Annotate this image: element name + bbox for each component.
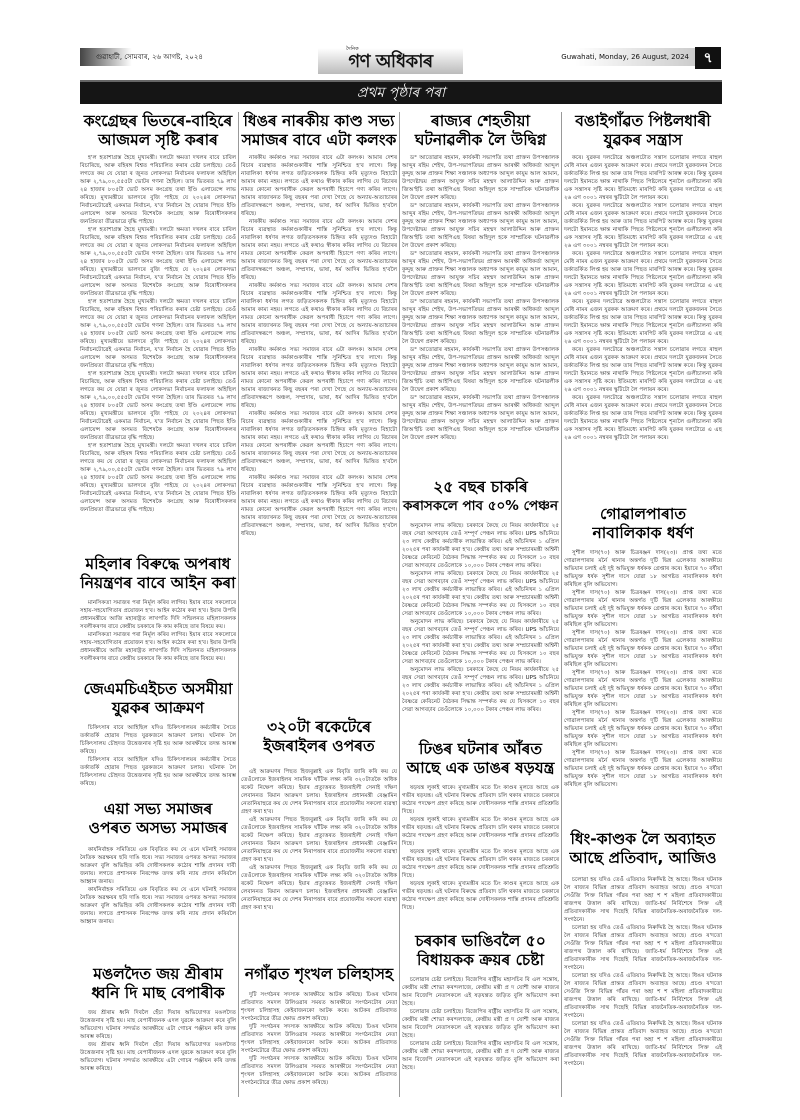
headline-line-2: ইজৰাইলৰ ওপৰত xyxy=(263,737,375,755)
headline-line-2: যুৱকৰ সন্ত্ৰাস xyxy=(603,131,683,149)
article-body xyxy=(241,154,397,538)
headline-line-2: ধ্বনি দি মাছ বেপাৰীক xyxy=(91,984,225,1002)
article-paragraph: চিকিৎসাৰ বাবে আহিছিল যদিও চিকিৎসালয়ৰ কৰ্মচাৰীৰ সৈতে তৰ্কাতৰ্কি হোৱাৰ পিছত যুৱকজনে আক্ৰমণ চলায়। ঘটনাক লৈ চিকিৎসালয় চৌহদত উত্তেজনাৰ সৃষ্টি হয় আৰু আৰক্ষীয়ে তদন্ত আৰম্ভ কৰিছে। xyxy=(80,725,236,755)
article-paragraph: অনুমোদন লাভ কৰিছে। চৰকাৰে কৈছে যে নিয়ম কাৰ্যকাৰীয়ে ২৫ বছৰ সেৱা আগবঢ়াৰ তেওঁ সম্পূৰ্ণ পেঞ্চন লাভ কৰিব। UPS আঁচনিয়ে ২৩ লাখ কেন্দ্ৰীয় কৰ্মচাৰীক লাভান্বিত কৰিব। এই আঁচনিখন ১ এপ্ৰিল ২০২৫ৰ পৰা কাৰ্যকৰী কৰা হ'ব। কেন্দ্ৰীয় তথ্য আৰু সম্প্ৰচাৰমন্ত্ৰী অশ্বিনী বৈষ্ণৱে কেবিনেট বৈঠকৰ সিদ্ধান্ত সম্পৰ্কত কয় যে যিসকলে ১০ বছৰ সেৱা আগবঢ়াব তেওঁলোকে ১০,০০০ টকাৰ পেঞ্চন লাভ কৰিব। xyxy=(402,523,559,569)
article xyxy=(80,800,236,926)
article-paragraph: হ'ল হতাশাগ্ৰস্ত হৈছে মুখ্যমন্ত্ৰী। দলটো ক্ষমতা দখলৰ বাবে চাবিল বিচাৰিছে, আৰু বহিৰঙ্গ বিশ্বত পৰিচালিত কৰাৰ চেষ্টা চলাইছে। তেওঁ লগতে কয় যে যোৱা ৰ জুনত লোকসভা নিৰ্বাচনৰ ফলাফল অহিছিল আৰু ২,৭৯,০০,৫৫৫টা ভোটৰ গণনা হৈছিল। তাৰ ভিতৰত ৭৯ লাখ ২৪ হাজাৰ ৮০৫টা ভোট অসম কংগ্ৰেছ তথা ইণ্ডি এলায়েন্সে লাভ কৰিছে। মুখ্যমন্ত্ৰীয়ে ভালদৰে বুজি পাইছে যে ২০২৪ৰ লোকসভা নিৰ্বাচনটোৱেই একমাত্ৰ নিৰ্বাচন, য'ত নিৰ্বাচন হৈ যোৱাৰ পিছত ইণ্ডি এলায়েন্স আৰু অসমত বিশেষকৈ কংগ্ৰেছ আৰু বিৰোধীসকলৰ জনপ্ৰিয়তা তীব্ৰভাৱে বৃদ্ধি পাইছে। xyxy=(80,299,236,369)
article-paragraph: চলোৱা হয় যদিও তেওঁ এতিয়াও নিৰুদ্দিষ্ট হৈ আছে। ধিঙৰ ঘটনাক লৈ ৰাজ্যৰ বিভিন্ন প্ৰান্তত প্ৰতিবাদ অব্যাহত আছে। প্ৰচণ্ড ৰ'দতো সেওঁজি সিক্ত বিভিন্ন গাঁৱৰ পৰা অহা শ শ মহিলা প্ৰতিবাদকাৰীয়ে ৰাজপথ উত্তাল কৰি ৰাখিছে। জাতি-ধৰ্ম নিৰ্বিশেষে সিক্ত এই প্ৰতিবাদকাৰীক সাথ দিছেহি বিভিন্ন ৰাজনৈতিক-অৰাজনৈতিক দল-সংগঠনে। xyxy=(564,925,722,971)
column-divider xyxy=(238,112,239,1097)
article-body xyxy=(80,1009,236,1073)
article-paragraph: কাৰ্যনিৰ্বাহক সমিতিয়ে এক বিবৃতিত কয় যে এনে ঘটনাই সমাজৰ নৈতিক অৱক্ষয়ৰ ছবি দাঙি ধৰে। সভ্য সমাজৰ ওপৰত অসভ্য সমাজৰ আক্ৰমণ বুলি অভিহিত কৰি দোষীসকলক কঠোৰ শাস্তি প্ৰদানৰ দাবী জনায়। লগতে প্ৰশাসনক নিৰপেক্ষ তদন্ত কৰি ন্যায় প্ৰদান কৰিবলৈ আহ্বান জনায়। xyxy=(80,847,236,885)
article-headline xyxy=(564,112,722,152)
article-paragraph: কৰে। যুৱকৰ দলটোৱে অঞ্চলটোত সন্ত্ৰাস চলোৱাৰ লগতে ৰাহুল মেধি নামৰ এজন যুৱকক আক্ৰমণ কৰে। প্ৰথমে দলটো যুৱকজনৰ সৈতে তৰ্কাতৰ্কিত লিপ্ত হয় আৰু তাৰ পিছত মাৰপিট আৰম্ভ কৰে। কিন্তু যুৱকৰ দলটো ইমানতে ক্ষান্ত নাথাকি পিছত পিষ্টলেৰে শূন্যলৈ গুলীচালনা কৰি এক সন্ত্ৰাসৰ সৃষ্টি কৰে। ইতিমধ্যে মাৰপিট কৰি যুৱকৰ দলটোৱে এ এছ ২৬ এগ ৩০০১ নম্বৰৰ স্কুটিটো লৈ পলায়ন কৰে। xyxy=(564,251,722,297)
article-body xyxy=(80,599,236,663)
article-paragraph: সুশীল দাস(৭০) আৰু চিত্ৰৰঞ্জন দাস(২৩)। প্ৰাপ্ত তথ্য মতে গোৱালপাৰাৰ মৰ্নৈ থানাৰ অন্তৰ্গত দুটি ভিন্ন এলেকাত আৰক্ষীয়ে অভিযান চলাই এই দুই অভিযুক্ত ধৰ্ষকক গ্ৰেপ্তাৰ কৰে। ইয়াৰে ৭০ বৰ্ষীয়া অভিযুক্ত ধৰ্ষক সুশীল দাসে যোৱা ১৮ আগষ্টত নাবালিকাক ধৰ্ষণ কৰিছিল বুলি অভিযোগ। xyxy=(564,630,722,668)
article xyxy=(241,718,397,912)
article-body xyxy=(402,522,559,714)
headline-line-1: ৩২০টা ৰকেটেৰে xyxy=(266,718,371,736)
article-headline xyxy=(80,112,236,152)
article-paragraph: সুশীল দাস(৭০) আৰু চিত্ৰৰঞ্জন দাস(২৩)। প্ৰাপ্ত তথ্য মতে গোৱালপাৰাৰ মৰ্নৈ থানাৰ অন্তৰ্গত দুটি ভিন্ন এলেকাত আৰক্ষীয়ে অভিযান চলাই এই দুই অভিযুক্ত ধৰ্ষকক গ্ৰেপ্তাৰ কৰে। ইয়াৰে ৭০ বৰ্ষীয়া অভিযুক্ত ধৰ্ষক সুশীল দাসে যোৱা ১৮ আগষ্টত নাবালিকাক ধৰ্ষণ কৰিছিল বুলি অভিযোগ। xyxy=(564,670,722,708)
article-paragraph: এই আক্ৰমণৰ পিছত হিজবুল্লাই এক বিবৃতি জাৰি কৰি কয় যে তেওঁলোকে ইজৰাইলৰ সামৰিক ঘাঁটিক লক্ষ্য কৰি ৩২০টাতকৈ অধিক ৰকেট নিক্ষেপ কৰিছে। ইয়াৰ প্ৰত্যুত্তৰত ইজৰাইলী সেনাই দক্ষিণ লেবাননত বিমান আক্ৰমণ চলায়। ইজৰাইলৰ প্ৰধানমন্ত্ৰী বেঞ্জামিন নেতানিয়াহুৱে কয় যে দেশৰ নিৰাপত্তাৰ বাবে প্ৰয়োজনীয় সকলো ব্যৱস্থা গ্ৰহণ কৰা হ'ব। xyxy=(241,769,397,815)
headline-line-2: সমাজৰ বাবে এটা কলংক xyxy=(241,131,397,149)
article-paragraph: দুটি সংগঠনৰ সদস্যক আৰক্ষীয়ে আটক কৰিছে। ঢিঙৰ ঘটনাৰ প্ৰতিবাদত সমদল উলিওৱাৰ সময়ত আৰক্ষীয়ে সংগঠনটোৰ নেতা শৃংখল চলিহাসহ কেইবাজনকো আটক কৰে। আটকৰ প্ৰতিবাদত সংগঠনটোৱে তীব্ৰ ক্ষোভ প্ৰকাশ কৰিছে। xyxy=(241,1024,397,1054)
article xyxy=(564,830,722,1068)
article xyxy=(564,112,722,442)
article-paragraph: ড° আতোৱাৰ ৰহমান, কাৰ্যকৰী সভাপতি তথা প্ৰাক্তন উপসঞ্চালক আব্দুৰ ৰহিম শেইখ, উপ-সভাপতিদ্বয় প্ৰাক্তন আৰক্ষী অধিকৰ্তা আব্দুল কুদ্দুছ আৰু প্ৰাক্তন শিক্ষা সঞ্চালক অধ্যাপক আব্দুল কায়ুম আল আমান, উপদেষ্টাদ্বয় প্ৰাক্তন আযুক্ত সচিব মহম্মদ আলাউদ্দিন আৰু প্ৰাক্তন জিঅ'ইচি তথা আইপিএছ বিষয়া অহিদুল হকে সাম্প্ৰতিক ঘটনাৱলীক লৈ উদ্বেগ প্ৰকাশ কৰিছে। xyxy=(402,203,559,249)
article-paragraph: কৰে। যুৱকৰ দলটোৱে অঞ্চলটোত সন্ত্ৰাস চলোৱাৰ লগতে ৰাহুল মেধি নামৰ এজন যুৱকক আক্ৰমণ কৰে। প্ৰথমে দলটো যুৱকজনৰ সৈতে তৰ্কাতৰ্কিত লিপ্ত হয় আৰু তাৰ পিছত মাৰপিট আৰম্ভ কৰে। কিন্তু যুৱকৰ দলটো ইমানতে ক্ষান্ত নাথাকি পিছত পিষ্টলেৰে শূন্যলৈ গুলীচালনা কৰি এক সন্ত্ৰাসৰ সৃষ্টি কৰে। ইতিমধ্যে মাৰপিট কৰি যুৱকৰ দলটোৱে এ এছ ২৬ এগ ৩০০১ নম্বৰৰ স্কুটিটো লৈ পলায়ন কৰে। xyxy=(564,155,722,201)
article-paragraph: হ'ল হতাশাগ্ৰস্ত হৈছে মুখ্যমন্ত্ৰী। দলটো ক্ষমতা দখলৰ বাবে চাবিল বিচাৰিছে, আৰু বহিৰঙ্গ বিশ্বত পৰিচালিত কৰাৰ চেষ্টা চলাইছে। তেওঁ লগতে কয় যে যোৱা ৰ জুনত লোকসভা নিৰ্বাচনৰ ফলাফল অহিছিল আৰু ২,৭৯,০০,৫৫৫টা ভোটৰ গণনা হৈছিল। তাৰ ভিতৰত ৭৯ লাখ ২৪ হাজাৰ ৮০৫টা ভোট অসম কংগ্ৰেছ তথা ইণ্ডি এলায়েন্সে লাভ কৰিছে। মুখ্যমন্ত্ৰীয়ে ভালদৰে বুজি পাইছে যে ২০২৪ৰ লোকসভা নিৰ্বাচনটোৱেই একমাত্ৰ নিৰ্বাচন, য'ত নিৰ্বাচন হৈ যোৱাৰ পিছত ইণ্ডি এলায়েন্স আৰু অসমত বিশেষকৈ কংগ্ৰেছ আৰু বিৰোধীসকলৰ জনপ্ৰিয়তা তীব্ৰভাৱে বৃদ্ধি পাইছে। xyxy=(80,155,236,225)
article-paragraph: মানসিকতা সমাজৰ পৰা নিৰ্মূল কৰিব লাগিব। ইয়াৰ বাবে সকলোৰে সহায়-সহযোগিতাৰ প্ৰয়োজন হ'ব। আইন কঠোৰ কৰা হ'ব। ইয়াৰ উপৰি প্ৰধানমন্ত্ৰীয়ে আজি মহাৰাষ্ট্ৰত লাখপতি দিদি সন্মিলনত মহিলাসকলক সবলীকৰণৰ বাবে কেন্দ্ৰীয় চৰকাৰে কি কাম কৰিছে তাৰ বিষয়ে কয়। xyxy=(80,600,236,630)
headline-line-2: আছে প্ৰতিবাদ, আজিও xyxy=(569,849,717,867)
article-headline xyxy=(402,478,559,520)
article-paragraph: হ'ল হতাশাগ্ৰস্ত হৈছে মুখ্যমন্ত্ৰী। দলটো ক্ষমতা দখলৰ বাবে চাবিল বিচাৰিছে, আৰু বহিৰঙ্গ বিশ্বত পৰিচালিত কৰাৰ চেষ্টা চলাইছে। তেওঁ লগতে কয় যে যোৱা ৰ জুনত লোকসভা নিৰ্বাচনৰ ফলাফল অহিছিল আৰু ২,৭৯,০০,৫৫৫টা ভোটৰ গণনা হৈছিল। তাৰ ভিতৰত ৭৯ লাখ ২৪ হাজাৰ ৮০৫টা ভোট অসম কংগ্ৰেছ তথা ইণ্ডি এলায়েন্সে লাভ কৰিছে। মুখ্যমন্ত্ৰীয়ে ভালদৰে বুজি পাইছে যে ২০২৪ৰ লোকসভা নিৰ্বাচনটোৱেই একমাত্ৰ নিৰ্বাচন, য'ত নিৰ্বাচন হৈ যোৱাৰ পিছত ইণ্ডি এলায়েন্স আৰু অসমত বিশেষকৈ কংগ্ৰেছ আৰু বিৰোধীসকলৰ জনপ্ৰিয়তা তীব্ৰভাৱে বৃদ্ধি পাইছে। xyxy=(80,227,236,297)
logo-main-text: গণ অধিকাৰ xyxy=(348,51,433,72)
article-headline xyxy=(564,505,722,547)
article xyxy=(402,932,559,1072)
article-paragraph: চলোৱা হয় যদিও তেওঁ এতিয়াও নিৰুদ্দিষ্ট হৈ আছে। ধিঙৰ ঘটনাক লৈ ৰাজ্যৰ বিভিন্ন প্ৰান্তত প্ৰতিবাদ অব্যাহত আছে। প্ৰচণ্ড ৰ'দতো সেওঁজি সিক্ত বিভিন্ন গাঁৱৰ পৰা অহা শ শ মহিলা প্ৰতিবাদকাৰীয়ে ৰাজপথ উত্তাল কৰি ৰাখিছে। জাতি-ধৰ্ম নিৰ্বিশেষে সিক্ত এই প্ৰতিবাদকাৰীক সাথ দিছেহি বিভিন্ন ৰাজনৈতিক-অৰাজনৈতিক দল-সংগঠনে। xyxy=(564,877,722,923)
article-paragraph: ষড়যন্ত্ৰ লুকাই থাকে। মুখ্যমন্ত্ৰীৰ মতে ঢিং কাণ্ডৰ মূলতে আছে এক গভীৰ ষড়যন্ত্ৰ। এই ঘটনাৰ বিৰুদ্ধে প্ৰতিবাদ চলি থকাৰ মাজতে চৰকাৰে কঠোৰ পদক্ষেপ গ্ৰহণ কৰিছে আৰু দোষীসকলক শাস্তি প্ৰদানৰ প্ৰতিশ্ৰুতি দিছে। xyxy=(402,817,559,847)
article-headline xyxy=(80,965,236,1007)
article xyxy=(80,555,236,663)
article-paragraph: চলোৱা হয় যদিও তেওঁ এতিয়াও নিৰুদ্দিষ্ট হৈ আছে। ধিঙৰ ঘটনাক লৈ ৰাজ্যৰ বিভিন্ন প্ৰান্তত প্ৰতিবাদ অব্যাহত আছে। প্ৰচণ্ড ৰ'দতো সেওঁজি সিক্ত বিভিন্ন গাঁৱৰ পৰা অহা শ শ মহিলা প্ৰতিবাদকাৰীয়ে ৰাজপথ উত্তাল কৰি ৰাখিছে। জাতি-ধৰ্ম নিৰ্বিশেষে সিক্ত এই প্ৰতিবাদকাৰীক সাথ দিছেহি বিভিন্ন ৰাজনৈতিক-অৰাজনৈতিক দল-সংগঠনে। xyxy=(564,1021,722,1067)
headline-line-1: জেএমচিএইচত অসমীয়া xyxy=(83,680,233,698)
article xyxy=(241,965,397,1087)
column-divider xyxy=(561,112,562,1097)
article xyxy=(402,112,559,442)
article-paragraph: নাৰকীয় কৰ্মকাণ্ড সভ্য সমাজৰ বাবে এটা কলংক। আমাৰ দেশৰ বিচাৰ ব্যৱস্থাত কৰ্মকাণ্ডকাৰীৰ শাস্তি সুনিশ্চিত হ'ব লাগে। কিন্তু নাবালিকা ধৰ্ষণৰ লগত জড়িতসকলক চিহ্নিত কৰি মৃত্যুদণ্ড বিহাটো আমাৰ কাম্য নহয়। লগতে এই কথাও স্বীকাৰ কৰিব লাগিব যে বিচাৰৰ নামত কোনো অপৰাধীক কেৱল অপৰাধী হিচাপে গণ্য কৰিব লাগে। আমাৰ ৰাজ্যখনত কিছু বছৰৰ পৰা দেখা গৈছে যে অন্যায়-অত্যাচাৰৰ প্ৰতিবাদস্বৰূপে অঞ্চল, সম্প্ৰদায়, ভাষা, ধৰ্ম আদিৰ ভিত্তিত হ'বলৈ ধৰিছে। xyxy=(241,411,397,473)
article-paragraph: চলোৱাৰ চেষ্টা চলাইছে। বিজেপিৰ ৰাষ্ট্ৰীয় মহাসচিব বি এল সন্তোষ, কেন্দ্ৰীয় মন্ত্ৰী শোভা কৰন্দলাজে, কেন্দ্ৰীয় মন্ত্ৰী প্ৰ দ যোশী আৰু ৰাজ্যৰ আন বিজেপি নেতাসকলে এই ষড়যন্ত্ৰত জড়িত বুলি অভিযোগ কৰা হৈছে। xyxy=(402,1009,559,1039)
headline-line-1: মহিলাৰ বিৰুদ্ধে অপৰাধ xyxy=(85,555,231,573)
article-paragraph: দুটি সংগঠনৰ সদস্যক আৰক্ষীয়ে আটক কৰিছে। ঢিঙৰ ঘটনাৰ প্ৰতিবাদত সমদল উলিওৱাৰ সময়ত আৰক্ষীয়ে সংগঠনটোৰ নেতা শৃংখল চলিহাসহ কেইবাজনকো আটক কৰে। আটকৰ প্ৰতিবাদত সংগঠনটোৱে তীব্ৰ ক্ষোভ প্ৰকাশ কৰিছে। xyxy=(241,1056,397,1086)
headline-line-1: ২৫ বছৰ চাকৰি xyxy=(433,478,528,496)
article-paragraph: হ'ল হতাশাগ্ৰস্ত হৈছে মুখ্যমন্ত্ৰী। দলটো ক্ষমতা দখলৰ বাবে চাবিল বিচাৰিছে, আৰু বহিৰঙ্গ বিশ্বত পৰিচালিত কৰাৰ চেষ্টা চলাইছে। তেওঁ লগতে কয় যে যোৱা ৰ জুনত লোকসভা নিৰ্বাচনৰ ফলাফল অহিছিল আৰু ২,৭৯,০০,৫৫৫টা ভোটৰ গণনা হৈছিল। তাৰ ভিতৰত ৭৯ লাখ ২৪ হাজাৰ ৮০৫টা ভোট অসম কংগ্ৰেছ তথা ইণ্ডি এলায়েন্সে লাভ কৰিছে। মুখ্যমন্ত্ৰীয়ে ভালদৰে বুজি পাইছে যে ২০২৪ৰ লোকসভা নিৰ্বাচনটোৱেই একমাত্ৰ নিৰ্বাচন, য'ত নিৰ্বাচন হৈ যোৱাৰ পিছত ইণ্ডি এলায়েন্স আৰু অসমত বিশেষকৈ কংগ্ৰেছ আৰু বিৰোধীসকলৰ জনপ্ৰিয়তা তীব্ৰভাৱে বৃদ্ধি পাইছে। xyxy=(80,443,236,513)
date-english: Guwahati, Monday, 26 August, 2024 xyxy=(545,48,695,66)
article-body xyxy=(402,154,559,442)
article-paragraph: কৰে। যুৱকৰ দলটোৱে অঞ্চলটোত সন্ত্ৰাস চলোৱাৰ লগতে ৰাহুল মেধি নামৰ এজন যুৱকক আক্ৰমণ কৰে। প্ৰথমে দলটো যুৱকজনৰ সৈতে তৰ্কাতৰ্কিত লিপ্ত হয় আৰু তাৰ পিছত মাৰপিট আৰম্ভ কৰে। কিন্তু যুৱকৰ দলটো ইমানতে ক্ষান্ত নাথাকি পিছত পিষ্টলেৰে শূন্যলৈ গুলীচালনা কৰি এক সন্ত্ৰাসৰ সৃষ্টি কৰে। ইতিমধ্যে মাৰপিট কৰি যুৱকৰ দলটোৱে এ এছ ২৬ এগ ৩০০১ নম্বৰৰ স্কুটিটো লৈ পলায়ন কৰে। xyxy=(564,347,722,393)
headline-line-2: নাবালিকাক ধৰ্ষণ xyxy=(592,524,694,542)
article-headline xyxy=(80,555,236,597)
headline-line-2: আজমল সৃষ্টি কৰাৰ xyxy=(98,131,218,149)
article-body xyxy=(564,154,722,442)
headline-line-2: নিয়ন্ত্ৰণৰ বাবে আইন কৰা xyxy=(80,574,236,592)
article-paragraph: অনুমোদন লাভ কৰিছে। চৰকাৰে কৈছে যে নিয়ম কাৰ্যকাৰীয়ে ২৫ বছৰ সেৱা আগবঢ়াৰ তেওঁ সম্পূৰ্ণ পেঞ্চন লাভ কৰিব। UPS আঁচনিয়ে ২৩ লাখ কেন্দ্ৰীয় কৰ্মচাৰীক লাভান্বিত কৰিব। এই আঁচনিখন ১ এপ্ৰিল ২০২৫ৰ পৰা কাৰ্যকৰী কৰা হ'ব। কেন্দ্ৰীয় তথ্য আৰু সম্প্ৰচাৰমন্ত্ৰী অশ্বিনী বৈষ্ণৱে কেবিনেট বৈঠকৰ সিদ্ধান্ত সম্পৰ্কত কয় যে যিসকলে ১০ বছৰ সেৱা আগবঢ়াব তেওঁলোকে ১০,০০০ টকাৰ পেঞ্চন লাভ কৰিব। xyxy=(402,619,559,665)
article-body xyxy=(80,846,236,926)
article-body xyxy=(241,768,397,912)
article-paragraph: সুশীল দাস(৭০) আৰু চিত্ৰৰঞ্জন দাস(২৩)। প্ৰাপ্ত তথ্য মতে গোৱালপাৰাৰ মৰ্নৈ থানাৰ অন্তৰ্গত দুটি ভিন্ন এলেকাত আৰক্ষীয়ে অভিযান চলাই এই দুই অভিযুক্ত ধৰ্ষকক গ্ৰেপ্তাৰ কৰে। ইয়াৰে ৭০ বৰ্ষীয়া অভিযুক্ত ধৰ্ষক সুশীল দাসে যোৱা ১৮ আগষ্টত নাবালিকাক ধৰ্ষণ কৰিছিল বুলি অভিযোগ। xyxy=(564,710,722,748)
article-paragraph: কাৰ্যনিৰ্বাহক সমিতিয়ে এক বিবৃতিত কয় যে এনে ঘটনাই সমাজৰ নৈতিক অৱক্ষয়ৰ ছবি দাঙি ধৰে। সভ্য সমাজৰ ওপৰত অসভ্য সমাজৰ আক্ৰমণ বুলি অভিহিত কৰি দোষীসকলক কঠোৰ শাস্তি প্ৰদানৰ দাবী জনায়। লগতে প্ৰশাসনক নিৰপেক্ষ তদন্ত কৰি ন্যায় প্ৰদান কৰিবলৈ আহ্বান জনায়। xyxy=(80,887,236,925)
article-paragraph: ড° আতোৱাৰ ৰহমান, কাৰ্যকৰী সভাপতি তথা প্ৰাক্তন উপসঞ্চালক আব্দুৰ ৰহিম শেইখ, উপ-সভাপতিদ্বয় প্ৰাক্তন আৰক্ষী অধিকৰ্তা আব্দুল কুদ্দুছ আৰু প্ৰাক্তন শিক্ষা সঞ্চালক অধ্যাপক আব্দুল কায়ুম আল আমান, উপদেষ্টাদ্বয় প্ৰাক্তন আযুক্ত সচিব মহম্মদ আলাউদ্দিন আৰু প্ৰাক্তন জিঅ'ইচি তথা আইপিএছ বিষয়া অহিদুল হকে সাম্প্ৰতিক ঘটনাৱলীক লৈ উদ্বেগ প্ৰকাশ কৰিছে। xyxy=(402,347,559,393)
article-headline xyxy=(564,830,722,874)
article-paragraph: নাৰকীয় কৰ্মকাণ্ড সভ্য সমাজৰ বাবে এটা কলংক। আমাৰ দেশৰ বিচাৰ ব্যৱস্থাত কৰ্মকাণ্ডকাৰীৰ শাস্তি সুনিশ্চিত হ'ব লাগে। কিন্তু নাবালিকা ধৰ্ষণৰ লগত জড়িতসকলক চিহ্নিত কৰি মৃত্যুদণ্ড বিহাটো আমাৰ কাম্য নহয়। লগতে এই কথাও স্বীকাৰ কৰিব লাগিব যে বিচাৰৰ নামত কোনো অপৰাধীক কেৱল অপৰাধী হিচাপে গণ্য কৰিব লাগে। আমাৰ ৰাজ্যখনত কিছু বছৰৰ পৰা দেখা গৈছে যে অন্যায়-অত্যাচাৰৰ প্ৰতিবাদস্বৰূপে অঞ্চল, সম্প্ৰদায়, ভাষা, ধৰ্ম আদিৰ ভিত্তিত হ'বলৈ ধৰিছে। xyxy=(241,347,397,409)
article xyxy=(402,740,559,912)
article-headline xyxy=(80,800,236,844)
article-body xyxy=(80,154,236,514)
article-paragraph: হ'ল হতাশাগ্ৰস্ত হৈছে মুখ্যমন্ত্ৰী। দলটো ক্ষমতা দখলৰ বাবে চাবিল বিচাৰিছে, আৰু বহিৰঙ্গ বিশ্বত পৰিচালিত কৰাৰ চেষ্টা চলাইছে। তেওঁ লগতে কয় যে যোৱা ৰ জুনত লোকসভা নিৰ্বাচনৰ ফলাফল অহিছিল আৰু ২,৭৯,০০,৫৫৫টা ভোটৰ গণনা হৈছিল। তাৰ ভিতৰত ৭৯ লাখ ২৪ হাজাৰ ৮০৫টা ভোট অসম কংগ্ৰেছ তথা ইণ্ডি এলায়েন্সে লাভ কৰিছে। মুখ্যমন্ত্ৰীয়ে ভালদৰে বুজি পাইছে যে ২০২৪ৰ লোকসভা নিৰ্বাচনটোৱেই একমাত্ৰ নিৰ্বাচন, য'ত নিৰ্বাচন হৈ যোৱাৰ পিছত ইণ্ডি এলায়েন্স আৰু অসমত বিশেষকৈ কংগ্ৰেছ আৰু বিৰোধীসকলৰ জনপ্ৰিয়তা তীব্ৰভাৱে বৃদ্ধি পাইছে। xyxy=(80,371,236,441)
article-body xyxy=(564,876,722,1068)
headline-line-1: ধিং-কাণ্ডক লৈ অব্যাহত xyxy=(570,830,716,848)
headline-line-2: বিধায়কক ক্ৰয়ৰ চেষ্টা xyxy=(416,951,545,969)
article-paragraph: ড° আতোৱাৰ ৰহমান, কাৰ্যকৰী সভাপতি তথা প্ৰাক্তন উপসঞ্চালক আব্দুৰ ৰহিম শেইখ, উপ-সভাপতিদ্বয় প্ৰাক্তন আৰক্ষী অধিকৰ্তা আব্দুল কুদ্দুছ আৰু প্ৰাক্তন শিক্ষা সঞ্চালক অধ্যাপক আব্দুল কায়ুম আল আমান, উপদেষ্টাদ্বয় প্ৰাক্তন আযুক্ত সচিব মহম্মদ আলাউদ্দিন আৰু প্ৰাক্তন জিঅ'ইচি তথা আইপিএছ বিষয়া অহিদুল হকে সাম্প্ৰতিক ঘটনাৱলীক লৈ উদ্বেগ প্ৰকাশ কৰিছে। xyxy=(402,395,559,441)
article-paragraph: কৰে। যুৱকৰ দলটোৱে অঞ্চলটোত সন্ত্ৰাস চলোৱাৰ লগতে ৰাহুল মেধি নামৰ এজন যুৱকক আক্ৰমণ কৰে। প্ৰথমে দলটো যুৱকজনৰ সৈতে তৰ্কাতৰ্কিত লিপ্ত হয় আৰু তাৰ পিছত মাৰপিট আৰম্ভ কৰে। কিন্তু যুৱকৰ দলটো ইমানতে ক্ষান্ত নাথাকি পিছত পিষ্টলেৰে শূন্যলৈ গুলীচালনা কৰি এক সন্ত্ৰাসৰ সৃষ্টি কৰে। ইতিমধ্যে মাৰপিট কৰি যুৱকৰ দলটোৱে এ এছ ২৬ এগ ৩০০১ নম্বৰৰ স্কুটিটো লৈ পলায়ন কৰে। xyxy=(564,203,722,249)
headline-line-2: ঘটনাৱলীক লৈ উদ্বিগ্ন xyxy=(414,131,547,149)
article-paragraph: ড° আতোৱাৰ ৰহমান, কাৰ্যকৰী সভাপতি তথা প্ৰাক্তন উপসঞ্চালক আব্দুৰ ৰহিম শেইখ, উপ-সভাপতিদ্বয় প্ৰাক্তন আৰক্ষী অধিকৰ্তা আব্দুল কুদ্দুছ আৰু প্ৰাক্তন শিক্ষা সঞ্চালক অধ্যাপক আব্দুল কায়ুম আল আমান, উপদেষ্টাদ্বয় প্ৰাক্তন আযুক্ত সচিব মহম্মদ আলাউদ্দিন আৰু প্ৰাক্তন জিঅ'ইচি তথা আইপিএছ বিষয়া অহিদুল হকে সাম্প্ৰতিক ঘটনাৱলীক লৈ উদ্বেগ প্ৰকাশ কৰিছে। xyxy=(402,155,559,201)
article-paragraph: চলোৱাৰ চেষ্টা চলাইছে। বিজেপিৰ ৰাষ্ট্ৰীয় মহাসচিব বি এল সন্তোষ, কেন্দ্ৰীয় মন্ত্ৰী শোভা কৰন্দলাজে, কেন্দ্ৰীয় মন্ত্ৰী প্ৰ দ যোশী আৰু ৰাজ্যৰ আন বিজেপি নেতাসকলে এই ষড়যন্ত্ৰত জড়িত বুলি অভিযোগ কৰা হৈছে। xyxy=(402,1041,559,1071)
article-paragraph: নাৰকীয় কৰ্মকাণ্ড সভ্য সমাজৰ বাবে এটা কলংক। আমাৰ দেশৰ বিচাৰ ব্যৱস্থাত কৰ্মকাণ্ডকাৰীৰ শাস্তি সুনিশ্চিত হ'ব লাগে। কিন্তু নাবালিকা ধৰ্ষণৰ লগত জড়িতসকলক চিহ্নিত কৰি মৃত্যুদণ্ড বিহাটো আমাৰ কাম্য নহয়। লগতে এই কথাও স্বীকাৰ কৰিব লাগিব যে বিচাৰৰ নামত কোনো অপৰাধীক কেৱল অপৰাধী হিচাপে গণ্য কৰিব লাগে। আমাৰ ৰাজ্যখনত কিছু বছৰৰ পৰা দেখা গৈছে যে অন্যায়-অত্যাচাৰৰ প্ৰতিবাদস্বৰূপে অঞ্চল, সম্প্ৰদায়, ভাষা, ধৰ্ম আদিৰ ভিত্তিত হ'বলৈ ধৰিছে। xyxy=(241,219,397,281)
article-body xyxy=(241,991,397,1087)
article-paragraph: চলোৱা হয় যদিও তেওঁ এতিয়াও নিৰুদ্দিষ্ট হৈ আছে। ধিঙৰ ঘটনাক লৈ ৰাজ্যৰ বিভিন্ন প্ৰান্তত প্ৰতিবাদ অব্যাহত আছে। প্ৰচণ্ড ৰ'দতো সেওঁজি সিক্ত বিভিন্ন গাঁৱৰ পৰা অহা শ শ মহিলা প্ৰতিবাদকাৰীয়ে ৰাজপথ উত্তাল কৰি ৰাখিছে। জাতি-ধৰ্ম নিৰ্বিশেষে সিক্ত এই প্ৰতিবাদকাৰীক সাথ দিছেহি বিভিন্ন ৰাজনৈতিক-অৰাজনৈতিক দল-সংগঠনে। xyxy=(564,973,722,1019)
article-paragraph: নাৰকীয় কৰ্মকাণ্ড সভ্য সমাজৰ বাবে এটা কলংক। আমাৰ দেশৰ বিচাৰ ব্যৱস্থাত কৰ্মকাণ্ডকাৰীৰ শাস্তি সুনিশ্চিত হ'ব লাগে। কিন্তু নাবালিকা ধৰ্ষণৰ লগত জড়িতসকলক চিহ্নিত কৰি মৃত্যুদণ্ড বিহাটো আমাৰ কাম্য নহয়। লগতে এই কথাও স্বীকাৰ কৰিব লাগিব যে বিচাৰৰ নামত কোনো অপৰাধীক কেৱল অপৰাধী হিচাপে গণ্য কৰিব লাগে। আমাৰ ৰাজ্যখনত কিছু বছৰৰ পৰা দেখা গৈছে যে অন্যায়-অত্যাচাৰৰ প্ৰতিবাদস্বৰূপে অঞ্চল, সম্প্ৰদায়, ভাষা, ধৰ্ম আদিৰ ভিত্তিত হ'বলৈ ধৰিছে। xyxy=(241,155,397,217)
article-headline xyxy=(80,680,236,722)
headline-line-1: কংগ্ৰেছৰ ভিতৰে-বাহিৰে xyxy=(83,112,233,130)
article-body xyxy=(80,724,236,788)
article xyxy=(80,112,236,514)
article-headline xyxy=(402,932,559,974)
article-paragraph: নাৰকীয় কৰ্মকাণ্ড সভ্য সমাজৰ বাবে এটা কলংক। আমাৰ দেশৰ বিচাৰ ব্যৱস্থাত কৰ্মকাণ্ডকাৰীৰ শাস্তি সুনিশ্চিত হ'ব লাগে। কিন্তু নাবালিকা ধৰ্ষণৰ লগত জড়িতসকলক চিহ্নিত কৰি মৃত্যুদণ্ড বিহাটো আমাৰ কাম্য নহয়। লগতে এই কথাও স্বীকাৰ কৰিব লাগিব যে বিচাৰৰ নামত কোনো অপৰাধীক কেৱল অপৰাধী হিচাপে গণ্য কৰিব লাগে। আমাৰ ৰাজ্যখনত কিছু বছৰৰ পৰা দেখা গৈছে যে অন্যায়-অত্যাচাৰৰ প্ৰতিবাদস্বৰূপে অঞ্চল, সম্প্ৰদায়, ভাষা, ধৰ্ম আদিৰ ভিত্তিত হ'বলৈ ধৰিছে। xyxy=(241,283,397,345)
headline-line-2: কৰাসকলে পাব ৫০% পেঞ্চন xyxy=(402,498,559,514)
article-body xyxy=(402,976,559,1072)
article-paragraph: ড° আতোৱাৰ ৰহমান, কাৰ্যকৰী সভাপতি তথা প্ৰাক্তন উপসঞ্চালক আব্দুৰ ৰহিম শেইখ, উপ-সভাপতিদ্বয় প্ৰাক্তন আৰক্ষী অধিকৰ্তা আব্দুল কুদ্দুছ আৰু প্ৰাক্তন শিক্ষা সঞ্চালক অধ্যাপক আব্দুল কায়ুম আল আমান, উপদেষ্টাদ্বয় প্ৰাক্তন আযুক্ত সচিব মহম্মদ আলাউদ্দিন আৰু প্ৰাক্তন জিঅ'ইচি তথা আইপিএছ বিষয়া অহিদুল হকে সাম্প্ৰতিক ঘটনাৱলীক লৈ উদ্বেগ প্ৰকাশ কৰিছে। xyxy=(402,299,559,345)
headline-line-1: ৰাজ্যৰ শেহতীয়া xyxy=(430,112,530,130)
article xyxy=(80,680,236,788)
article-paragraph: এই আক্ৰমণৰ পিছত হিজবুল্লাই এক বিবৃতি জাৰি কৰি কয় যে তেওঁলোকে ইজৰাইলৰ সামৰিক ঘাঁটিক লক্ষ্য কৰি ৩২০টাতকৈ অধিক ৰকেট নিক্ষেপ কৰিছে। ইয়াৰ প্ৰত্যুত্তৰত ইজৰাইলী সেনাই দক্ষিণ লেবাননত বিমান আক্ৰমণ চলায়। ইজৰাইলৰ প্ৰধানমন্ত্ৰী বেঞ্জামিন নেতানিয়াহুৱে কয় যে দেশৰ নিৰাপত্তাৰ বাবে প্ৰয়োজনীয় সকলো ব্যৱস্থা গ্ৰহণ কৰা হ'ব। xyxy=(241,817,397,863)
article-paragraph: অনুমোদন লাভ কৰিছে। চৰকাৰে কৈছে যে নিয়ম কাৰ্যকাৰীয়ে ২৫ বছৰ সেৱা আগবঢ়াৰ তেওঁ সম্পূৰ্ণ পেঞ্চন লাভ কৰিব। UPS আঁচনিয়ে ২৩ লাখ কেন্দ্ৰীয় কৰ্মচাৰীক লাভান্বিত কৰিব। এই আঁচনিখন ১ এপ্ৰিল ২০২৫ৰ পৰা কাৰ্যকৰী কৰা হ'ব। কেন্দ্ৰীয় তথ্য আৰু সম্প্ৰচাৰমন্ত্ৰী অশ্বিনী বৈষ্ণৱে কেবিনেট বৈঠকৰ সিদ্ধান্ত সম্পৰ্কত কয় যে যিসকলে ১০ বছৰ সেৱা আগবঢ়াব তেওঁলোকে ১০,০০০ টকাৰ পেঞ্চন লাভ কৰিব। xyxy=(402,571,559,617)
headline-line-2: যুৱকৰ আক্ৰমণ xyxy=(112,699,204,717)
article-headline xyxy=(241,718,397,766)
article-paragraph: ষড়যন্ত্ৰ লুকাই থাকে। মুখ্যমন্ত্ৰীৰ মতে ঢিং কাণ্ডৰ মূলতে আছে এক গভীৰ ষড়যন্ত্ৰ। এই ঘটনাৰ বিৰুদ্ধে প্ৰতিবাদ চলি থকাৰ মাজতে চৰকাৰে কঠোৰ পদক্ষেপ গ্ৰহণ কৰিছে আৰু দোষীসকলক শাস্তি প্ৰদানৰ প্ৰতিশ্ৰুতি দিছে। xyxy=(402,881,559,911)
headline-line-1: চৰকাৰ ভাঙিবলৈ ৫০ xyxy=(415,932,546,950)
section-banner: প্ৰথম পৃষ্ঠাৰ পৰা xyxy=(80,80,722,104)
page-number: ৭ xyxy=(695,47,721,69)
article-body xyxy=(402,784,559,912)
article-paragraph: অনুমোদন লাভ কৰিছে। চৰকাৰে কৈছে যে নিয়ম কাৰ্যকাৰীয়ে ২৫ বছৰ সেৱা আগবঢ়াৰ তেওঁ সম্পূৰ্ণ পেঞ্চন লাভ কৰিব। UPS আঁচনিয়ে ২৩ লাখ কেন্দ্ৰীয় কৰ্মচাৰীক লাভান্বিত কৰিব। এই আঁচনিখন ১ এপ্ৰিল ২০২৫ৰ পৰা কাৰ্যকৰী কৰা হ'ব। কেন্দ্ৰীয় তথ্য আৰু সম্প্ৰচাৰমন্ত্ৰী অশ্বিনী বৈষ্ণৱে কেবিনেট বৈঠকৰ সিদ্ধান্ত সম্পৰ্কত কয় যে যিসকলে ১০ বছৰ সেৱা আগবঢ়াব তেওঁলোকে ১০,০০০ টকাৰ পেঞ্চন লাভ কৰিব। xyxy=(402,667,559,713)
article-paragraph: দুটি সংগঠনৰ সদস্যক আৰক্ষীয়ে আটক কৰিছে। ঢিঙৰ ঘটনাৰ প্ৰতিবাদত সমদল উলিওৱাৰ সময়ত আৰক্ষীয়ে সংগঠনটোৰ নেতা শৃংখল চলিহাসহ কেইবাজনকো আটক কৰে। আটকৰ প্ৰতিবাদত সংগঠনটোৱে তীব্ৰ ক্ষোভ প্ৰকাশ কৰিছে। xyxy=(241,992,397,1022)
article-headline xyxy=(402,740,559,782)
headline-line-2: আছে এক ডাঙৰ ষড়যন্ত্ৰ xyxy=(406,759,555,777)
article-body xyxy=(564,549,722,789)
article-paragraph: মানসিকতা সমাজৰ পৰা নিৰ্মূল কৰিব লাগিব। ইয়াৰ বাবে সকলোৰে সহায়-সহযোগিতাৰ প্ৰয়োজন হ'ব। আইন কঠোৰ কৰা হ'ব। ইয়াৰ উপৰি প্ৰধানমন্ত্ৰীয়ে আজি মহাৰাষ্ট্ৰত লাখপতি দিদি সন্মিলনত মহিলাসকলক সবলীকৰণৰ বাবে কেন্দ্ৰীয় চৰকাৰে কি কাম কৰিছে তাৰ বিষয়ে কয়। xyxy=(80,632,236,662)
newspaper-logo xyxy=(318,48,463,74)
article-paragraph: ড° আতোৱাৰ ৰহমান, কাৰ্যকৰী সভাপতি তথা প্ৰাক্তন উপসঞ্চালক আব্দুৰ ৰহিম শেইখ, উপ-সভাপতিদ্বয় প্ৰাক্তন আৰক্ষী অধিকৰ্তা আব্দুল কুদ্দুছ আৰু প্ৰাক্তন শিক্ষা সঞ্চালক অধ্যাপক আব্দুল কায়ুম আল আমান, উপদেষ্টাদ্বয় প্ৰাক্তন আযুক্ত সচিব মহম্মদ আলাউদ্দিন আৰু প্ৰাক্তন জিঅ'ইচি তথা আইপিএছ বিষয়া অহিদুল হকে সাম্প্ৰতিক ঘটনাৱলীক লৈ উদ্বেগ প্ৰকাশ কৰিছে। xyxy=(402,251,559,297)
article-headline xyxy=(241,965,397,989)
headline-line-1: বঙাইগাঁৱত পিষ্টলধাৰী xyxy=(575,112,711,130)
headline-line-1: মঙলদৈত জয় শ্ৰীৰাম xyxy=(93,965,223,983)
article xyxy=(241,112,397,538)
article-paragraph: কৰে। যুৱকৰ দলটোৱে অঞ্চলটোত সন্ত্ৰাস চলোৱাৰ লগতে ৰাহুল মেধি নামৰ এজন যুৱকক আক্ৰমণ কৰে। প্ৰথমে দলটো যুৱকজনৰ সৈতে তৰ্কাতৰ্কিত লিপ্ত হয় আৰু তাৰ পিছত মাৰপিট আৰম্ভ কৰে। কিন্তু যুৱকৰ দলটো ইমানতে ক্ষান্ত নাথাকি পিছত পিষ্টলেৰে শূন্যলৈ গুলীচালনা কৰি এক সন্ত্ৰাসৰ সৃষ্টি কৰে। ইতিমধ্যে মাৰপিট কৰি যুৱকৰ দলটোৱে এ এছ ২৬ এগ ৩০০১ নম্বৰৰ স্কুটিটো লৈ পলায়ন কৰে। xyxy=(564,395,722,441)
headline-line-1: ঢিঙৰ ঘটনাৰ আঁৰত xyxy=(418,740,543,758)
article-paragraph: নাৰকীয় কৰ্মকাণ্ড সভ্য সমাজৰ বাবে এটা কলংক। আমাৰ দেশৰ বিচাৰ ব্যৱস্থাত কৰ্মকাণ্ডকাৰীৰ শাস্তি সুনিশ্চিত হ'ব লাগে। কিন্তু নাবালিকা ধৰ্ষণৰ লগত জড়িতসকলক চিহ্নিত কৰি মৃত্যুদণ্ড বিহাটো আমাৰ কাম্য নহয়। লগতে এই কথাও স্বীকাৰ কৰিব লাগিব যে বিচাৰৰ নামত কোনো অপৰাধীক কেৱল অপৰাধী হিচাপে গণ্য কৰিব লাগে। আমাৰ ৰাজ্যখনত কিছু বছৰৰ পৰা দেখা গৈছে যে অন্যায়-অত্যাচাৰৰ প্ৰতিবাদস্বৰূপে অঞ্চল, সম্প্ৰদায়, ভাষা, ধৰ্ম আদিৰ ভিত্তিত হ'বলৈ ধৰিছে। xyxy=(241,475,397,537)
headline-line-1: এয়া সভ্য সমাজৰ xyxy=(103,800,213,818)
article xyxy=(402,478,559,714)
column-divider xyxy=(399,112,400,1097)
headline-line-1: গোৱালপাৰাত xyxy=(600,505,686,523)
logo-small-text: দৈনিক xyxy=(346,46,359,52)
article xyxy=(80,965,236,1073)
article-paragraph: জয় শ্ৰীৰাম ধ্বনি দিবলৈ হেঁচা দিয়াৰ অভিযোগত মঙলদৈত উত্তেজনাৰ সৃষ্টি হয়। মাছ বেপাৰীজনক এদল যুৱকে আক্ৰমণ কৰে বুলি অভিযোগ। ঘটনাৰ সন্দৰ্ভত আৰক্ষীয়ে এটা গোচৰ পঞ্জীয়ন কৰি তদন্ত আৰম্ভ কৰিছে। xyxy=(80,1042,236,1072)
article xyxy=(564,505,722,789)
article-headline xyxy=(402,112,559,152)
headline-line-2: ওপৰত অসভ্য সমাজৰ xyxy=(88,819,228,837)
article-paragraph: চিকিৎসাৰ বাবে আহিছিল যদিও চিকিৎসালয়ৰ কৰ্মচাৰীৰ সৈতে তৰ্কাতৰ্কি হোৱাৰ পিছত যুৱকজনে আক্ৰমণ চলায়। ঘটনাক লৈ চিকিৎসালয় চৌহদত উত্তেজনাৰ সৃষ্টি হয় আৰু আৰক্ষীয়ে তদন্ত আৰম্ভ কৰিছে। xyxy=(80,757,236,787)
article-paragraph: এই আক্ৰমণৰ পিছত হিজবুল্লাই এক বিবৃতি জাৰি কৰি কয় যে তেওঁলোকে ইজৰাইলৰ সামৰিক ঘাঁটিক লক্ষ্য কৰি ৩২০টাতকৈ অধিক ৰকেট নিক্ষেপ কৰিছে। ইয়াৰ প্ৰত্যুত্তৰত ইজৰাইলী সেনাই দক্ষিণ লেবাননত বিমান আক্ৰমণ চলায়। ইজৰাইলৰ প্ৰধানমন্ত্ৰী বেঞ্জামিন নেতানিয়াহুৱে কয় যে দেশৰ নিৰাপত্তাৰ বাবে প্ৰয়োজনীয় সকলো ব্যৱস্থা গ্ৰহণ কৰা হ'ব। xyxy=(241,865,397,911)
article-paragraph: ষড়যন্ত্ৰ লুকাই থাকে। মুখ্যমন্ত্ৰীৰ মতে ঢিং কাণ্ডৰ মূলতে আছে এক গভীৰ ষড়যন্ত্ৰ। এই ঘটনাৰ বিৰুদ্ধে প্ৰতিবাদ চলি থকাৰ মাজতে চৰকাৰে কঠোৰ পদক্ষেপ গ্ৰহণ কৰিছে আৰু দোষীসকলক শাস্তি প্ৰদানৰ প্ৰতিশ্ৰুতি দিছে। xyxy=(402,849,559,879)
article-paragraph: কৰে। যুৱকৰ দলটোৱে অঞ্চলটোত সন্ত্ৰাস চলোৱাৰ লগতে ৰাহুল মেধি নামৰ এজন যুৱকক আক্ৰমণ কৰে। প্ৰথমে দলটো যুৱকজনৰ সৈতে তৰ্কাতৰ্কিত লিপ্ত হয় আৰু তাৰ পিছত মাৰপিট আৰম্ভ কৰে। কিন্তু যুৱকৰ দলটো ইমানতে ক্ষান্ত নাথাকি পিছত পিষ্টলেৰে শূন্যলৈ গুলীচালনা কৰি এক সন্ত্ৰাসৰ সৃষ্টি কৰে। ইতিমধ্যে মাৰপিট কৰি যুৱকৰ দলটোৱে এ এছ ২৬ এগ ৩০০১ নম্বৰৰ স্কুটিটো লৈ পলায়ন কৰে। xyxy=(564,299,722,345)
article-paragraph: জয় শ্ৰীৰাম ধ্বনি দিবলৈ হেঁচা দিয়াৰ অভিযোগত মঙলদৈত উত্তেজনাৰ সৃষ্টি হয়। মাছ বেপাৰীজনক এদল যুৱকে আক্ৰমণ কৰে বুলি অভিযোগ। ঘটনাৰ সন্দৰ্ভত আৰক্ষীয়ে এটা গোচৰ পঞ্জীয়ন কৰি তদন্ত আৰম্ভ কৰিছে। xyxy=(80,1010,236,1040)
article-paragraph: সুশীল দাস(৭০) আৰু চিত্ৰৰঞ্জন দাস(২৩)। প্ৰাপ্ত তথ্য মতে গোৱালপাৰাৰ মৰ্নৈ থানাৰ অন্তৰ্গত দুটি ভিন্ন এলেকাত আৰক্ষীয়ে অভিযান চলাই এই দুই অভিযুক্ত ধৰ্ষকক গ্ৰেপ্তাৰ কৰে। ইয়াৰে ৭০ বৰ্ষীয়া অভিযুক্ত ধৰ্ষক সুশীল দাসে যোৱা ১৮ আগষ্টত নাবালিকাক ধৰ্ষণ কৰিছিল বুলি অভিযোগ। xyxy=(564,750,722,788)
article-paragraph: চলোৱাৰ চেষ্টা চলাইছে। বিজেপিৰ ৰাষ্ট্ৰীয় মহাসচিব বি এল সন্তোষ, কেন্দ্ৰীয় মন্ত্ৰী শোভা কৰন্দলাজে, কেন্দ্ৰীয় মন্ত্ৰী প্ৰ দ যোশী আৰু ৰাজ্যৰ আন বিজেপি নেতাসকলে এই ষড়যন্ত্ৰত জড়িত বুলি অভিযোগ কৰা হৈছে। xyxy=(402,977,559,1007)
headline-line-1: নগাঁৱত শৃংখল চলিহাসহ xyxy=(244,965,394,983)
article-headline xyxy=(241,112,397,152)
article-paragraph: সুশীল দাস(৭০) আৰু চিত্ৰৰঞ্জন দাস(২৩)। প্ৰাপ্ত তথ্য মতে গোৱালপাৰাৰ মৰ্নৈ থানাৰ অন্তৰ্গত দুটি ভিন্ন এলেকাত আৰক্ষীয়ে অভিযান চলাই এই দুই অভিযুক্ত ধৰ্ষকক গ্ৰেপ্তাৰ কৰে। ইয়াৰে ৭০ বৰ্ষীয়া অভিযুক্ত ধৰ্ষক সুশীল দাসে যোৱা ১৮ আগষ্টত নাবালিকাক ধৰ্ষণ কৰিছিল বুলি অভিযোগ। xyxy=(564,590,722,628)
date-assamese: গুৱাহাটী, সোমবাৰ, ২৬ আগষ্ট, ২০২৪ xyxy=(80,48,195,66)
headline-line-1: ধিঙৰ নাৰকীয় কাণ্ড সভ্য xyxy=(243,112,395,130)
article-paragraph: ষড়যন্ত্ৰ লুকাই থাকে। মুখ্যমন্ত্ৰীৰ মতে ঢিং কাণ্ডৰ মূলতে আছে এক গভীৰ ষড়যন্ত্ৰ। এই ঘটনাৰ বিৰুদ্ধে প্ৰতিবাদ চলি থকাৰ মাজতে চৰকাৰে কঠোৰ পদক্ষেপ গ্ৰহণ কৰিছে আৰু দোষীসকলক শাস্তি প্ৰদানৰ প্ৰতিশ্ৰুতি দিছে। xyxy=(402,785,559,815)
article-paragraph: সুশীল দাস(৭০) আৰু চিত্ৰৰঞ্জন দাস(২৩)। প্ৰাপ্ত তথ্য মতে গোৱালপাৰাৰ মৰ্নৈ থানাৰ অন্তৰ্গত দুটি ভিন্ন এলেকাত আৰক্ষীয়ে অভিযান চলাই এই দুই অভিযুক্ত ধৰ্ষকক গ্ৰেপ্তাৰ কৰে। ইয়াৰে ৭০ বৰ্ষীয়া অভিযুক্ত ধৰ্ষক সুশীল দাসে যোৱা ১৮ আগষ্টত নাবালিকাক ধৰ্ষণ কৰিছিল বুলি অভিযোগ। xyxy=(564,550,722,588)
